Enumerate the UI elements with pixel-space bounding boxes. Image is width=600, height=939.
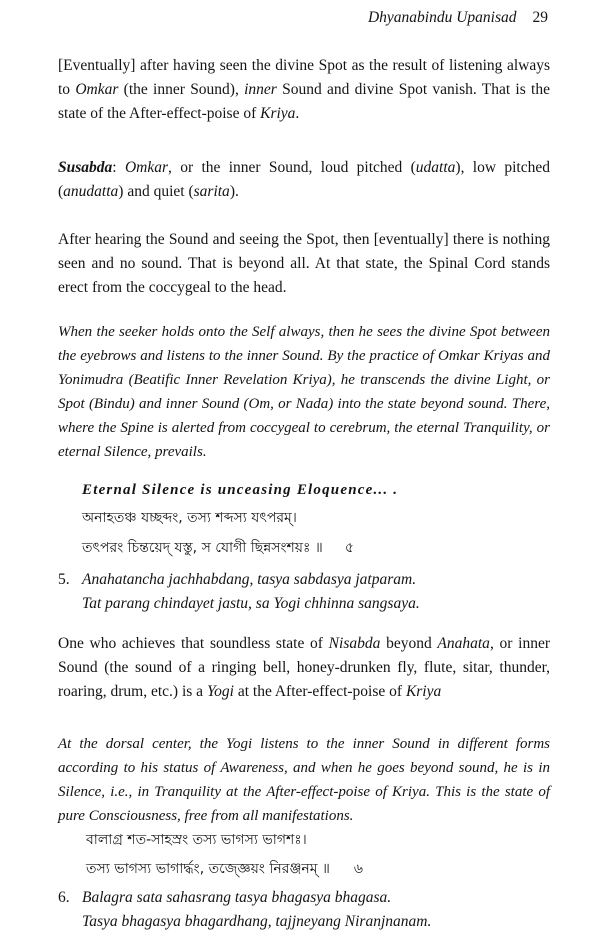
bengali-verse-5-line-2 [82, 536, 354, 560]
p5-text-2: beyond [380, 635, 438, 652]
p1-text-3: Sound and divine Spot vanish. That is the state of the After-effect-poise of [58, 81, 550, 122]
commentary-dorsal-center: At the dorsal center, the Yogi listens to the inner Sound in different forms according to his status of Awareness, and when he goes beyond sound, he is in Silence, i.e., in Tranquility at the After-effect-poise of Kriya. This is the state of pure Consciousness, free from all manifestations. [58, 736, 550, 824]
running-header [368, 6, 548, 30]
bengali-verse-5-line-1 [82, 506, 297, 530]
p2-text-1: : [112, 159, 125, 176]
p1-inner: inner [244, 81, 277, 98]
bengali5-line1-text: অনাহতঞ্চ যচ্ছব্দং, তস্য শব্দস্য যৎপরম্। [82, 510, 297, 526]
verse6-number: 6. [58, 889, 70, 906]
p5-anahata: Anahata [437, 635, 490, 652]
p1-text-4: . [295, 105, 300, 122]
p5-text-3: , or inner Sound (the sound of a ringing bell, honey-drunken fly, flute, sitar, thunder, roaring, drum, etc.) is a [58, 635, 550, 700]
p2-omkar: Omkar [124, 159, 168, 176]
verse6-line-2: Tasya bhagasya bhagardhang, tajjneyang Niranjnanam. [82, 913, 432, 930]
paragraph-susabda [58, 156, 550, 204]
paragraph-after-effect [58, 54, 550, 126]
p2-text-5: ). [229, 183, 239, 200]
verse-6-transliteration [58, 886, 431, 934]
p2-text-4: ) and quiet ( [118, 183, 194, 200]
p5-text-4: at the After-effect-poise of [233, 683, 406, 700]
p1-text-2: (the inner Sound), [118, 81, 245, 98]
p2-text-3: ), low pitched ( [58, 159, 550, 200]
bengali6-line2-text: তস্য ভাগস্য ভাগার্দ্ধং, তজ্জ্ঞেয়ং নিরঞ্জনম্ ॥ [86, 861, 330, 877]
verse6-line1-text: Balagra sata sahasrang tasya bhagasya bhagasa. [82, 889, 392, 906]
header-title: Dhyanabindu Upanisad [367, 9, 517, 26]
p5-kriya: Kriya [405, 683, 442, 700]
bengali5-number: ৫ [344, 540, 354, 556]
p1-omkar: Omkar [75, 81, 119, 98]
p5-text-1: One who achieves that soundless state of [58, 635, 329, 652]
paragraph-beyond-all: After hearing the Sound and seeing the Spot, then [eventually] there is nothing seen and no sound. That is beyond all. At that state, the Spinal Cord stands erect from the coccygeal to the head. [58, 231, 550, 296]
p5-yogi: Yogi [206, 683, 234, 700]
commentary-seeker: When the seeker holds onto the Self always, then he sees the divine Spot between the eyebrows and listens to the inner Sound. By the practice of Omkar Kriyas and Yonimudra (Beatific Inner Revelation Kriya), he transcends the divine Light, or Spot (Bindu) and inner Sound (Om, or Nada) into the state beyond sound. There, where the Spine is alerted from coccygeal to cerebrum, the eternal Tranquility, or eternal Silence, prevails. [58, 324, 550, 460]
verse5-number: 5. [58, 571, 70, 588]
p2-anudatta: anudatta [63, 183, 119, 200]
p5-nisabda: Nisabda [328, 635, 381, 652]
p1-text-1: [Eventually] after having seen the divine Spot as the result of listening always to [58, 57, 550, 98]
paragraph-nisabda [58, 632, 550, 704]
page-number: 29 [532, 9, 548, 26]
bengali-verse-6-line-2 [86, 857, 363, 881]
verse-5-transliteration [58, 568, 420, 616]
bengali5-line2-text: তৎপরং চিন্তয়েদ্ যস্তু, স যোগী ছিন্নসংশয়ঃ ॥ [82, 540, 323, 556]
verse5-line1-text: Anahatancha jachhabdang, tasya sabdasya jatparam. [82, 571, 417, 588]
p1-kriya: Kriya [260, 105, 296, 122]
bengali6-number: ৬ [353, 861, 364, 877]
susabda-term: Susabda [58, 159, 113, 176]
bengali-verse-6-line-1: বালাগ্র শত-সাহস্রং তস্য ভাগস্য ভাগশঃ। [86, 832, 307, 848]
verse5-line-2: Tat parang chindayet jastu, sa Yogi chhinna sangsaya. [82, 595, 420, 612]
eternal-silence-heading: Eternal Silence is unceasing Eloquence... . [82, 482, 399, 498]
p2-udatta: udatta [415, 159, 456, 176]
verse6-line-1 [58, 886, 431, 910]
p2-text-2: , or the inner Sound, loud pitched ( [168, 159, 416, 176]
verse5-line-1 [58, 568, 420, 592]
p2-sarita: sarita [193, 183, 230, 200]
